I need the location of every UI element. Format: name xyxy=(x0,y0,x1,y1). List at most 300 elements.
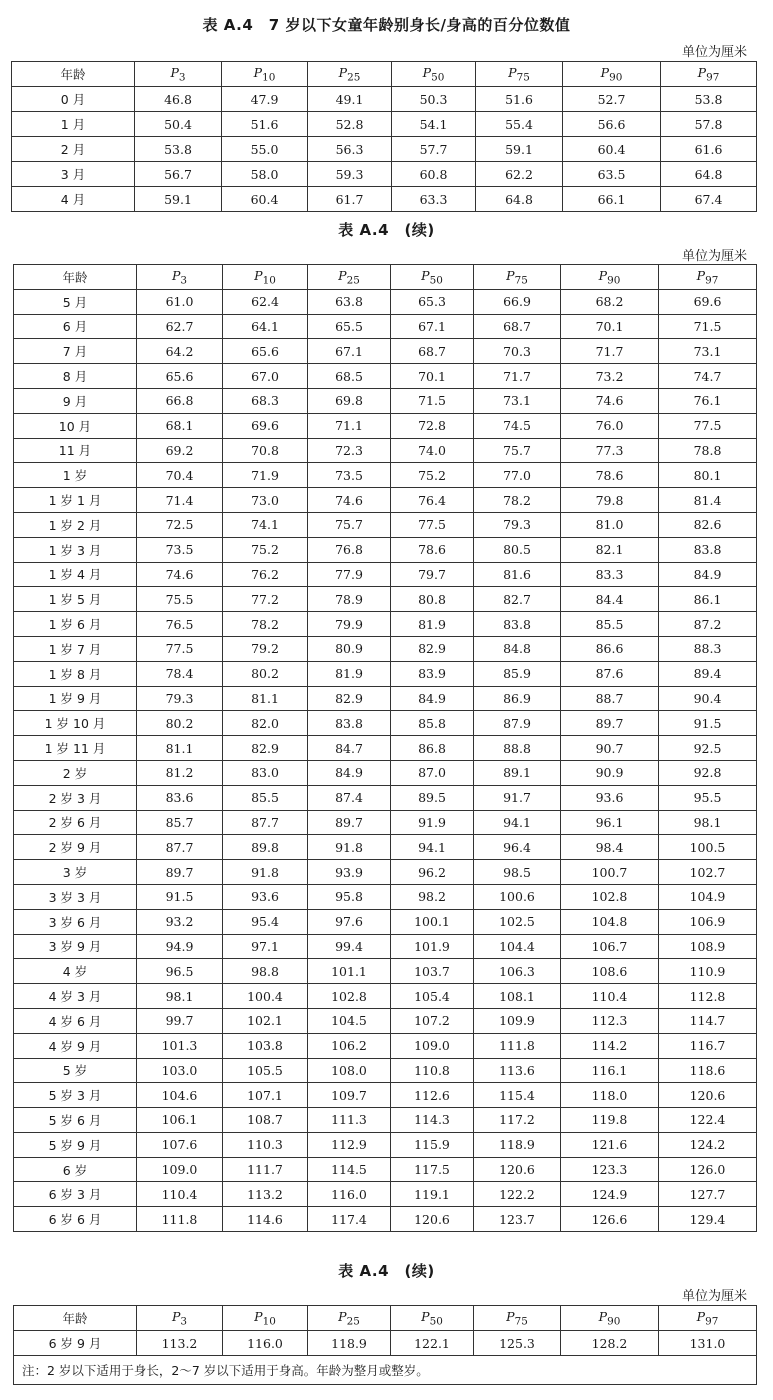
percentile-subscript: 3 xyxy=(180,274,188,287)
value-cell: 87.7 xyxy=(137,835,223,860)
table-row xyxy=(14,1132,757,1157)
age-cell: 4 岁 6 月 xyxy=(14,1008,137,1033)
value-cell: 91.8 xyxy=(223,860,308,885)
percentile-column-header xyxy=(135,62,222,87)
value-cell: 91.9 xyxy=(391,810,474,835)
value-cell: 103.8 xyxy=(223,1033,308,1058)
value-cell: 94.9 xyxy=(137,934,223,959)
value-cell: 51.6 xyxy=(222,112,308,137)
value-cell: 61.0 xyxy=(137,289,223,314)
age-cell: 2 岁 6 月 xyxy=(14,810,137,835)
percentile-column-header xyxy=(391,265,474,290)
value-cell: 96.5 xyxy=(137,959,223,984)
table-row xyxy=(14,785,757,810)
value-cell: 129.4 xyxy=(659,1207,757,1232)
value-cell: 61.7 xyxy=(308,187,392,212)
value-cell: 109.0 xyxy=(137,1157,223,1182)
value-cell: 87.2 xyxy=(659,612,757,637)
percentile-column-header xyxy=(476,62,563,87)
value-cell: 71.9 xyxy=(223,463,308,488)
value-cell: 76.2 xyxy=(223,562,308,587)
value-cell: 102.7 xyxy=(659,860,757,885)
value-cell: 77.3 xyxy=(561,438,659,463)
age-cell: 1 岁 9 月 xyxy=(14,686,137,711)
value-cell: 66.9 xyxy=(474,289,561,314)
percentile-symbol: P xyxy=(421,1308,430,1324)
percentile-symbol: P xyxy=(254,267,263,283)
value-cell: 122.1 xyxy=(391,1331,474,1356)
table-row xyxy=(14,909,757,934)
value-cell: 111.3 xyxy=(308,1108,391,1133)
age-cell: 1 岁 11 月 xyxy=(14,736,137,761)
age-cell: 1 岁 2 月 xyxy=(14,512,137,537)
value-cell: 104.6 xyxy=(137,1083,223,1108)
value-cell: 83.3 xyxy=(561,562,659,587)
value-cell: 93.9 xyxy=(308,860,391,885)
value-cell: 106.3 xyxy=(474,959,561,984)
value-cell: 81.1 xyxy=(137,736,223,761)
table-row xyxy=(12,162,757,187)
percentile-column-header xyxy=(392,62,476,87)
table-row xyxy=(14,736,757,761)
table-row xyxy=(14,810,757,835)
value-cell: 78.8 xyxy=(659,438,757,463)
value-cell: 115.4 xyxy=(474,1083,561,1108)
value-cell: 98.1 xyxy=(137,984,223,1009)
value-cell: 88.8 xyxy=(474,736,561,761)
value-cell: 94.1 xyxy=(391,835,474,860)
age-cell: 4 岁 9 月 xyxy=(14,1033,137,1058)
value-cell: 98.1 xyxy=(659,810,757,835)
table-row xyxy=(14,1331,757,1356)
value-cell: 85.8 xyxy=(391,711,474,736)
percentile-symbol: P xyxy=(697,64,707,80)
percentile-symbol: P xyxy=(170,64,179,80)
value-cell: 87.9 xyxy=(474,711,561,736)
value-cell: 64.8 xyxy=(476,187,563,212)
value-cell: 72.5 xyxy=(137,512,223,537)
value-cell: 106.9 xyxy=(659,909,757,934)
value-cell: 74.1 xyxy=(223,512,308,537)
age-cell: 2 岁 3 月 xyxy=(14,785,137,810)
value-cell: 84.9 xyxy=(391,686,474,711)
value-cell: 73.1 xyxy=(474,388,561,413)
value-cell: 116.7 xyxy=(659,1033,757,1058)
value-cell: 69.2 xyxy=(137,438,223,463)
value-cell: 109.7 xyxy=(308,1083,391,1108)
value-cell: 102.8 xyxy=(561,884,659,909)
value-cell: 93.6 xyxy=(561,785,659,810)
value-cell: 76.4 xyxy=(391,488,474,513)
value-cell: 56.3 xyxy=(308,137,392,162)
value-cell: 85.7 xyxy=(137,810,223,835)
age-cell: 1 岁 10 月 xyxy=(14,711,137,736)
value-cell: 71.7 xyxy=(561,339,659,364)
percentile-column-header xyxy=(474,1306,561,1331)
percentile-subscript: 10 xyxy=(262,274,276,287)
value-cell: 70.3 xyxy=(474,339,561,364)
value-cell: 84.8 xyxy=(474,636,561,661)
age-cell: 3 岁 6 月 xyxy=(14,909,137,934)
table-row xyxy=(14,984,757,1009)
value-cell: 94.1 xyxy=(474,810,561,835)
table-row xyxy=(14,488,757,513)
value-cell: 77.5 xyxy=(391,512,474,537)
value-cell: 120.6 xyxy=(659,1083,757,1108)
value-cell: 105.4 xyxy=(391,984,474,1009)
value-cell: 112.3 xyxy=(561,1008,659,1033)
value-cell: 68.7 xyxy=(391,339,474,364)
value-cell: 70.8 xyxy=(223,438,308,463)
value-cell: 69.6 xyxy=(223,413,308,438)
value-cell: 88.3 xyxy=(659,636,757,661)
value-cell: 82.6 xyxy=(659,512,757,537)
age-cell: 6 岁 3 月 xyxy=(14,1182,137,1207)
value-cell: 90.4 xyxy=(659,686,757,711)
table-row xyxy=(12,87,757,112)
value-cell: 68.1 xyxy=(137,413,223,438)
value-cell: 110.9 xyxy=(659,959,757,984)
value-cell: 79.7 xyxy=(391,562,474,587)
age-cell: 1 月 xyxy=(12,112,135,137)
value-cell: 74.6 xyxy=(561,388,659,413)
table-title-continued: 表 A.4 (续) xyxy=(338,221,435,239)
percentile-symbol: P xyxy=(171,1308,181,1324)
table-row xyxy=(14,1182,757,1207)
value-cell: 95.4 xyxy=(223,909,308,934)
value-cell: 107.2 xyxy=(391,1008,474,1033)
value-cell: 60.8 xyxy=(392,162,476,187)
value-cell: 84.9 xyxy=(659,562,757,587)
percentile-subscript: 75 xyxy=(516,71,530,84)
percentile-subscript: 90 xyxy=(607,274,621,287)
percentile-subscript: 25 xyxy=(346,1315,360,1328)
value-cell: 89.7 xyxy=(308,810,391,835)
value-cell: 110.3 xyxy=(223,1132,308,1157)
value-cell: 51.6 xyxy=(476,87,563,112)
value-cell: 78.2 xyxy=(474,488,561,513)
percentile-subscript: 10 xyxy=(262,1315,276,1328)
table-row xyxy=(14,934,757,959)
value-cell: 122.4 xyxy=(659,1108,757,1133)
value-cell: 109.9 xyxy=(474,1008,561,1033)
value-cell: 99.7 xyxy=(137,1008,223,1033)
value-cell: 56.7 xyxy=(135,162,222,187)
value-cell: 110.4 xyxy=(561,984,659,1009)
age-column-header: 年龄 xyxy=(12,62,135,87)
header-row xyxy=(12,62,757,87)
value-cell: 111.7 xyxy=(223,1157,308,1182)
value-cell: 47.9 xyxy=(222,87,308,112)
age-cell: 1 岁 xyxy=(14,463,137,488)
value-cell: 110.4 xyxy=(137,1182,223,1207)
table-row xyxy=(14,1058,757,1083)
value-cell: 76.5 xyxy=(137,612,223,637)
value-cell: 64.8 xyxy=(661,162,757,187)
percentile-subscript: 75 xyxy=(514,274,528,287)
value-cell: 82.0 xyxy=(223,711,308,736)
value-cell: 82.1 xyxy=(561,537,659,562)
value-cell: 71.5 xyxy=(659,314,757,339)
table-title-continued: 表 A.4 (续) xyxy=(338,1262,435,1280)
percentile-subscript: 50 xyxy=(429,1315,443,1328)
percentile-table-1 xyxy=(11,61,757,212)
value-cell: 87.4 xyxy=(308,785,391,810)
value-cell: 65.6 xyxy=(223,339,308,364)
value-cell: 79.2 xyxy=(223,636,308,661)
value-cell: 107.6 xyxy=(137,1132,223,1157)
value-cell: 69.6 xyxy=(659,289,757,314)
value-cell: 53.8 xyxy=(661,87,757,112)
value-cell: 76.8 xyxy=(308,537,391,562)
value-cell: 115.9 xyxy=(391,1132,474,1157)
value-cell: 67.1 xyxy=(391,314,474,339)
value-cell: 81.2 xyxy=(137,760,223,785)
value-cell: 81.6 xyxy=(474,562,561,587)
value-cell: 117.5 xyxy=(391,1157,474,1182)
age-cell: 5 月 xyxy=(14,289,137,314)
value-cell: 104.5 xyxy=(308,1008,391,1033)
value-cell: 73.5 xyxy=(137,537,223,562)
value-cell: 96.4 xyxy=(474,835,561,860)
value-cell: 89.4 xyxy=(659,661,757,686)
table-row xyxy=(14,612,757,637)
age-cell: 6 月 xyxy=(14,314,137,339)
value-cell: 90.9 xyxy=(561,760,659,785)
value-cell: 69.8 xyxy=(308,388,391,413)
percentile-column-header xyxy=(563,62,661,87)
value-cell: 78.2 xyxy=(223,612,308,637)
table-row xyxy=(14,587,757,612)
value-cell: 118.9 xyxy=(308,1331,391,1356)
percentile-symbol: P xyxy=(600,64,610,80)
table-row xyxy=(12,187,757,212)
table-row xyxy=(12,137,757,162)
value-cell: 113.2 xyxy=(223,1182,308,1207)
value-cell: 124.9 xyxy=(561,1182,659,1207)
table-row xyxy=(14,339,757,364)
table-row xyxy=(14,1108,757,1133)
value-cell: 79.8 xyxy=(561,488,659,513)
value-cell: 100.5 xyxy=(659,835,757,860)
value-cell: 50.4 xyxy=(135,112,222,137)
age-column-header: 年龄 xyxy=(14,1306,137,1331)
age-cell: 3 岁 xyxy=(14,860,137,885)
table-row xyxy=(14,413,757,438)
percentile-column-header xyxy=(659,265,757,290)
value-cell: 123.7 xyxy=(474,1207,561,1232)
value-cell: 70.1 xyxy=(391,364,474,389)
value-cell: 72.8 xyxy=(391,413,474,438)
value-cell: 100.7 xyxy=(561,860,659,885)
value-cell: 120.6 xyxy=(474,1157,561,1182)
value-cell: 54.1 xyxy=(392,112,476,137)
age-cell: 1 岁 6 月 xyxy=(14,612,137,637)
percentile-symbol: P xyxy=(696,1308,706,1324)
percentile-column-header xyxy=(223,1306,308,1331)
percentile-table-3 xyxy=(13,1305,757,1385)
value-cell: 81.9 xyxy=(308,661,391,686)
value-cell: 83.8 xyxy=(308,711,391,736)
value-cell: 124.2 xyxy=(659,1132,757,1157)
value-cell: 98.5 xyxy=(474,860,561,885)
value-cell: 88.7 xyxy=(561,686,659,711)
value-cell: 76.0 xyxy=(561,413,659,438)
value-cell: 73.2 xyxy=(561,364,659,389)
age-cell: 9 月 xyxy=(14,388,137,413)
value-cell: 83.8 xyxy=(659,537,757,562)
value-cell: 80.8 xyxy=(391,587,474,612)
percentile-subscript: 90 xyxy=(607,1315,621,1328)
value-cell: 98.2 xyxy=(391,884,474,909)
value-cell: 98.8 xyxy=(223,959,308,984)
value-cell: 65.6 xyxy=(137,364,223,389)
value-cell: 64.1 xyxy=(223,314,308,339)
value-cell: 108.6 xyxy=(561,959,659,984)
table-row xyxy=(14,388,757,413)
value-cell: 52.8 xyxy=(308,112,392,137)
age-cell: 2 岁 9 月 xyxy=(14,835,137,860)
table-row xyxy=(14,636,757,661)
value-cell: 83.0 xyxy=(223,760,308,785)
percentile-column-header xyxy=(561,1306,659,1331)
age-cell: 5 岁 xyxy=(14,1058,137,1083)
value-cell: 110.8 xyxy=(391,1058,474,1083)
value-cell: 89.7 xyxy=(137,860,223,885)
value-cell: 92.8 xyxy=(659,760,757,785)
value-cell: 108.9 xyxy=(659,934,757,959)
value-cell: 117.4 xyxy=(308,1207,391,1232)
age-column-header: 年龄 xyxy=(14,265,137,290)
value-cell: 63.5 xyxy=(563,162,661,187)
value-cell: 59.1 xyxy=(476,137,563,162)
value-cell: 67.1 xyxy=(308,339,391,364)
value-cell: 56.6 xyxy=(563,112,661,137)
value-cell: 92.5 xyxy=(659,736,757,761)
value-cell: 84.9 xyxy=(308,760,391,785)
value-cell: 131.0 xyxy=(659,1331,757,1356)
percentile-subscript: 10 xyxy=(262,71,276,84)
value-cell: 78.6 xyxy=(391,537,474,562)
value-cell: 50.3 xyxy=(392,87,476,112)
value-cell: 70.4 xyxy=(137,463,223,488)
age-cell: 3 岁 9 月 xyxy=(14,934,137,959)
value-cell: 120.6 xyxy=(391,1207,474,1232)
value-cell: 78.9 xyxy=(308,587,391,612)
value-cell: 60.4 xyxy=(222,187,308,212)
age-cell: 5 岁 3 月 xyxy=(14,1083,137,1108)
value-cell: 65.3 xyxy=(391,289,474,314)
percentile-symbol: P xyxy=(506,267,515,283)
value-cell: 62.4 xyxy=(223,289,308,314)
table-row xyxy=(14,562,757,587)
table-row xyxy=(14,1157,757,1182)
table-note: 注：2 岁以下适用于身长，2～7 岁以下适用于身高。年龄为整月或整岁。 xyxy=(14,1356,757,1385)
percentile-column-header xyxy=(474,265,561,290)
value-cell: 101.3 xyxy=(137,1033,223,1058)
value-cell: 93.2 xyxy=(137,909,223,934)
table-row xyxy=(14,1008,757,1033)
age-cell: 7 月 xyxy=(14,339,137,364)
percentile-symbol: P xyxy=(254,1308,263,1324)
value-cell: 114.6 xyxy=(223,1207,308,1232)
percentile-subscript: 50 xyxy=(429,274,443,287)
value-cell: 58.0 xyxy=(222,162,308,187)
value-cell: 84.7 xyxy=(308,736,391,761)
value-cell: 73.0 xyxy=(223,488,308,513)
age-cell: 6 岁 6 月 xyxy=(14,1207,137,1232)
value-cell: 78.4 xyxy=(137,661,223,686)
value-cell: 89.8 xyxy=(223,835,308,860)
value-cell: 72.3 xyxy=(308,438,391,463)
table-row xyxy=(14,364,757,389)
value-cell: 108.1 xyxy=(474,984,561,1009)
note-row xyxy=(14,1356,757,1385)
percentile-subscript: 25 xyxy=(347,71,361,84)
age-cell: 1 岁 8 月 xyxy=(14,661,137,686)
value-cell: 71.7 xyxy=(474,364,561,389)
value-cell: 77.0 xyxy=(474,463,561,488)
value-cell: 85.5 xyxy=(561,612,659,637)
table-row xyxy=(14,1207,757,1232)
value-cell: 71.5 xyxy=(391,388,474,413)
value-cell: 95.5 xyxy=(659,785,757,810)
value-cell: 85.9 xyxy=(474,661,561,686)
value-cell: 122.2 xyxy=(474,1182,561,1207)
age-cell: 1 岁 4 月 xyxy=(14,562,137,587)
value-cell: 100.6 xyxy=(474,884,561,909)
percentile-symbol: P xyxy=(598,1308,608,1324)
percentile-column-header xyxy=(137,265,223,290)
value-cell: 86.6 xyxy=(561,636,659,661)
percentile-column-header xyxy=(561,265,659,290)
table-row xyxy=(14,512,757,537)
value-cell: 83.6 xyxy=(137,785,223,810)
table-row xyxy=(14,1033,757,1058)
age-cell: 6 岁 9 月 xyxy=(14,1331,137,1356)
age-cell: 4 岁 xyxy=(14,959,137,984)
value-cell: 106.2 xyxy=(308,1033,391,1058)
value-cell: 77.5 xyxy=(137,636,223,661)
value-cell: 96.1 xyxy=(561,810,659,835)
value-cell: 79.9 xyxy=(308,612,391,637)
value-cell: 66.1 xyxy=(563,187,661,212)
percentile-subscript: 97 xyxy=(705,274,719,287)
value-cell: 86.1 xyxy=(659,587,757,612)
value-cell: 97.1 xyxy=(223,934,308,959)
value-cell: 76.1 xyxy=(659,388,757,413)
value-cell: 86.9 xyxy=(474,686,561,711)
value-cell: 119.1 xyxy=(391,1182,474,1207)
value-cell: 66.8 xyxy=(137,388,223,413)
age-cell: 10 月 xyxy=(14,413,137,438)
value-cell: 89.5 xyxy=(391,785,474,810)
header-row xyxy=(14,265,757,290)
value-cell: 103.7 xyxy=(391,959,474,984)
value-cell: 102.1 xyxy=(223,1008,308,1033)
percentile-symbol: P xyxy=(338,267,347,283)
value-cell: 59.1 xyxy=(135,187,222,212)
percentile-column-header xyxy=(223,265,308,290)
value-cell: 74.0 xyxy=(391,438,474,463)
value-cell: 100.1 xyxy=(391,909,474,934)
percentile-column-header xyxy=(308,1306,391,1331)
value-cell: 91.5 xyxy=(137,884,223,909)
percentile-column-header xyxy=(137,1306,223,1331)
value-cell: 63.3 xyxy=(392,187,476,212)
value-cell: 113.2 xyxy=(137,1331,223,1356)
table-row xyxy=(14,686,757,711)
